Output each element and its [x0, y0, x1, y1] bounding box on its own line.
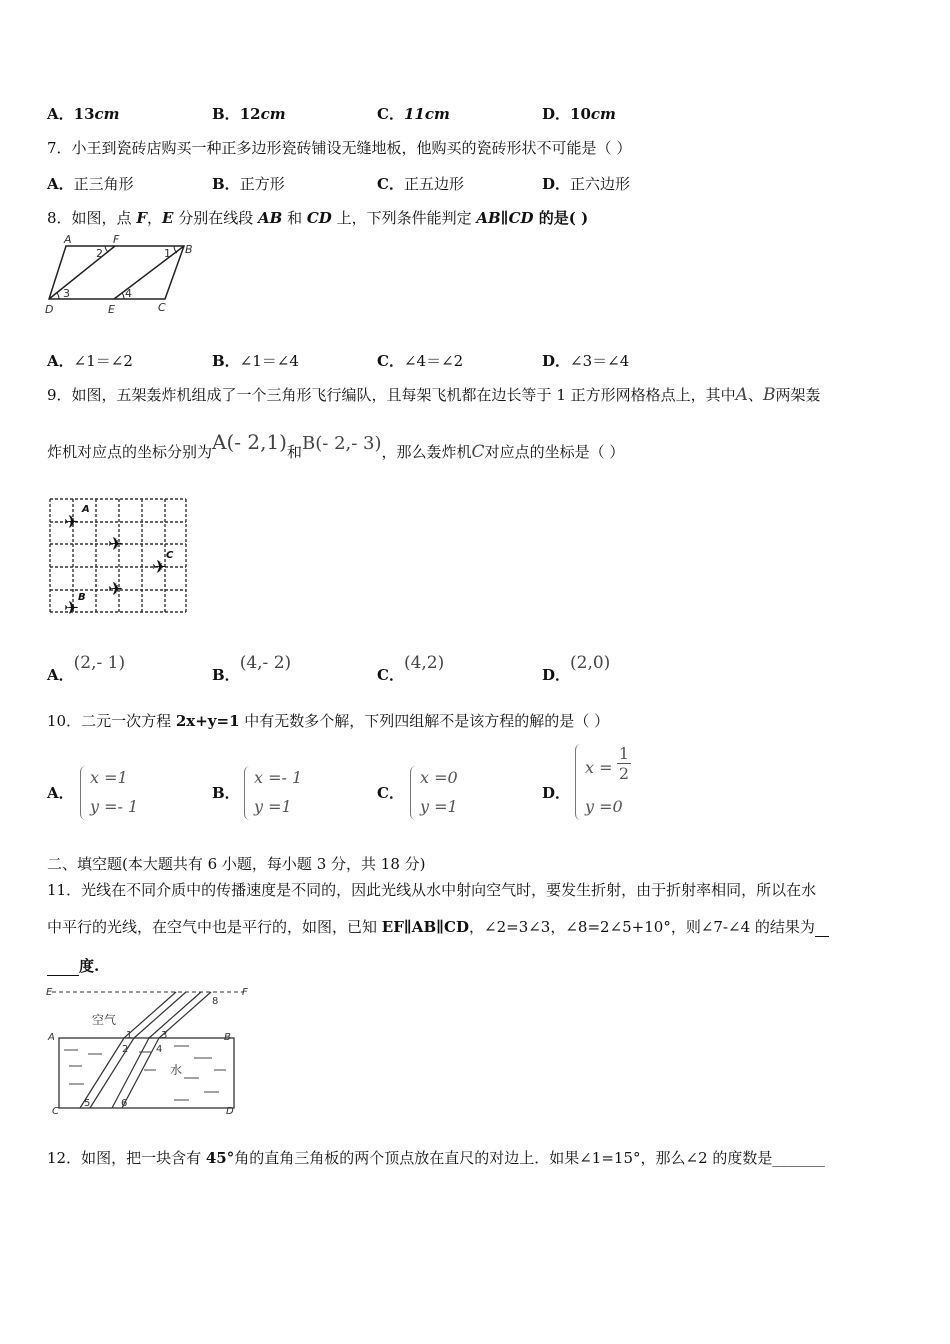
q8-label-f: F: [113, 233, 120, 246]
q8-angle-2: 2: [96, 247, 103, 260]
q8-option-d[interactable]: D．∠3＝∠4: [542, 352, 630, 370]
q9-option-b[interactable]: B．(4,- 2): [212, 653, 292, 684]
q11-stem-line2: 中平行的光线，在空气中也是平行的，如图，已知 EF∥AB∥CD，∠2=3∠3，∠8=2∠5+10°，则∠7-∠4 的结果为: [47, 916, 829, 937]
q11-stem-line1: 11．光线在不同介质中的传播速度是不同的，因此光线从水中射向空气时，要发生折射，由于折射率相同，所以在水: [47, 881, 817, 899]
q11-answer-blank[interactable]: [47, 957, 79, 976]
q8-angle-4: 4: [125, 287, 132, 300]
q12-stem: 12．如图，把一块含有 45°角的直角三角板的两个顶点放在直尺的对边上．如果∠1=15°，那么∠2 的度数是_______: [47, 1149, 825, 1167]
svg-text:8: 8: [212, 996, 219, 1007]
svg-text:3: 3: [161, 1030, 168, 1041]
q10-option-c-system[interactable]: x =0 y =1: [410, 766, 480, 822]
q8-label-d: D: [45, 303, 54, 315]
q9-label-a: A: [82, 504, 90, 515]
svg-text:1: 1: [126, 1030, 133, 1041]
q8-label-a: A: [64, 233, 72, 246]
q7-option-d[interactable]: D．正六边形: [542, 175, 631, 193]
q11-label-air: 空气: [92, 1013, 117, 1027]
q11-label-f: F: [242, 987, 248, 998]
q9-option-c[interactable]: C．(4,2): [377, 653, 445, 684]
q10-option-c-letter[interactable]: C．: [377, 784, 404, 802]
q11-label-water: 水: [170, 1063, 183, 1077]
q9-stem-line1: 9．如图，五架轰炸机组成了一个三角形飞行编队，且每架飞机都在边长等于 1 正方形网格格点上，其中A、B两架轰: [47, 385, 821, 405]
svg-text:6: 6: [121, 1098, 128, 1109]
q7-option-c[interactable]: C．正五边形: [377, 175, 464, 193]
q11-label-b: B: [224, 1032, 231, 1043]
q10-option-a-system[interactable]: x =1 y =- 1: [80, 766, 150, 822]
q8-stem: 8．如图，点 F，E 分别在线段 AB 和 CD 上，下列条件能判定 AB∥CD 的是( ): [47, 209, 589, 227]
q6-option-b[interactable]: B．12cm: [212, 105, 286, 123]
q9-plane-icon: ✈: [108, 579, 124, 600]
q11-label-e: E: [46, 987, 53, 998]
q9-label-b: B: [78, 592, 86, 603]
q8-option-a[interactable]: A．∠1＝∠2: [47, 352, 133, 370]
q8-angle-1: 1: [164, 247, 171, 260]
q11-label-d: D: [226, 1106, 234, 1117]
q10-option-b-system[interactable]: x =- 1 y =1: [244, 766, 314, 822]
q9-stem-line2: 炸机对应点的坐标分别为A(- 2,1)和B(- 2,- 3)，那么轰炸机C对应点的坐标是（ ）: [47, 430, 625, 462]
svg-text:4: 4: [156, 1044, 163, 1055]
q9-label-c: C: [166, 550, 174, 561]
q11-refraction-figure: [44, 980, 254, 1120]
q8-option-b[interactable]: B．∠1＝∠4: [212, 352, 299, 370]
q6-option-c[interactable]: C．11cm: [377, 105, 450, 123]
q9-plane-c-icon: ✈: [152, 557, 168, 578]
svg-text:5: 5: [84, 1098, 91, 1109]
q8-label-c: C: [158, 301, 166, 314]
q9-plane-icon: ✈: [108, 534, 124, 555]
q6-option-d[interactable]: D．10cm: [542, 105, 616, 123]
q7-option-a[interactable]: A．正三角形: [47, 175, 134, 193]
q8-angle-3: 3: [63, 287, 70, 300]
q10-option-d-letter[interactable]: D．: [542, 784, 571, 802]
q8-parallelogram-figure: [44, 233, 194, 315]
q9-option-a[interactable]: A．(2,- 1): [47, 653, 126, 684]
q12-answer-blank[interactable]: _______: [772, 1149, 825, 1167]
q8-segment-fd: [49, 246, 115, 299]
svg-text:2: 2: [122, 1044, 129, 1055]
q10-option-d-system[interactable]: x = 1 2 y =0: [575, 744, 655, 822]
q8-option-c[interactable]: C．∠4＝∠2: [377, 352, 464, 370]
q11-label-c: C: [52, 1106, 59, 1117]
q10-stem: 10．二元一次方程 2x+y=1 中有无数多个解，下列四组解不是该方程的解的是（ ）: [47, 712, 610, 730]
q9-grid-figure: [46, 496, 190, 618]
q7-stem: 7．小王到瓷砖店购买一种正多边形瓷砖铺设无缝地板，他购买的瓷砖形状不可能是（ ）: [47, 139, 632, 157]
q9-plane-b-icon: ✈: [64, 598, 80, 618]
q9-plane-a-icon: ✈: [64, 512, 80, 533]
q11-stem-line3: 度.: [47, 955, 99, 976]
q9-option-d[interactable]: D．(2,0): [542, 653, 611, 684]
q8-label-b: B: [185, 243, 193, 256]
q10-option-a-letter[interactable]: A．: [47, 784, 74, 802]
q8-label-e: E: [108, 303, 115, 315]
q7-option-b[interactable]: B．正方形: [212, 175, 285, 193]
q11-label-a: A: [48, 1032, 55, 1043]
section-2-heading: 二、填空题(本大题共有 6 小题，每小题 3 分，共 18 分): [47, 855, 426, 873]
q6-option-a[interactable]: A．13cm: [47, 105, 120, 123]
q10-option-b-letter[interactable]: B．: [212, 784, 240, 802]
